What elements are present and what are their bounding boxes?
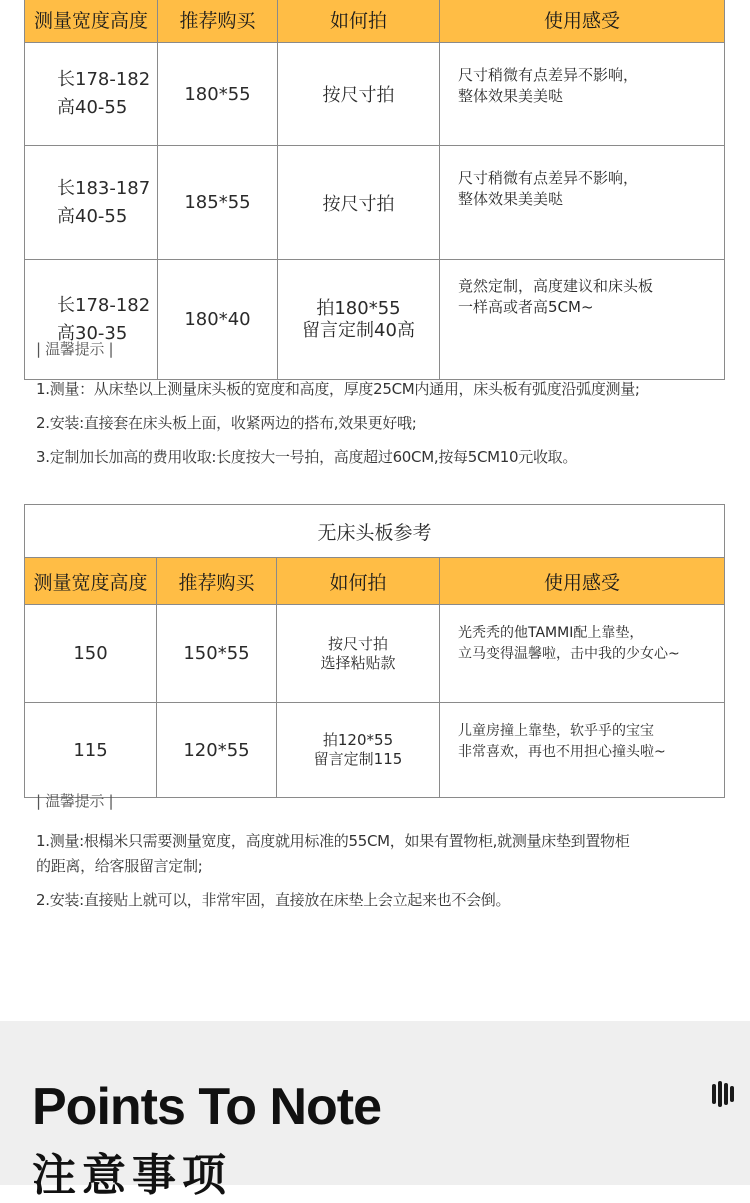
tip-item: 2.安装:直接套在床头板上面，收紧两边的搭布,效果更好哦; bbox=[36, 414, 417, 432]
feel-line: 尺寸稍微有点差异不影响， bbox=[458, 169, 639, 187]
tip-item: 的距离，给客服留言定制; bbox=[36, 857, 203, 875]
table-row bbox=[25, 43, 725, 146]
table-header-row bbox=[25, 558, 725, 605]
how-text: 留言定制40高 bbox=[302, 319, 415, 341]
tip-item: 1.测量:根榻米只需要测量宽度，高度就用标准的55CM，如果有置物柜,就测量床垫到置物柜 bbox=[36, 832, 630, 850]
how-text: 拍180*55 bbox=[316, 297, 401, 319]
feel-cell bbox=[440, 605, 725, 703]
feel-line: 整体效果美美哒 bbox=[458, 87, 564, 105]
buy-cell: 120*55 bbox=[157, 703, 277, 798]
col-header-measure: 测量宽度高度 bbox=[25, 0, 158, 43]
col-header-buy: 推荐购买 bbox=[158, 0, 278, 43]
tip-item: 2.安装:直接贴上就可以，非常牢固，直接放在床垫上会立起来也不会倒。 bbox=[36, 891, 511, 909]
feel-line: 尺寸稍微有点差异不影响， bbox=[458, 66, 639, 84]
table-title: 无床头板参考 bbox=[25, 505, 725, 558]
feel-line: 竟然定制，高度建议和床头板 bbox=[458, 277, 654, 295]
col-header-feel: 使用感受 bbox=[440, 558, 725, 605]
headboard-size-table bbox=[24, 0, 725, 380]
measure-cell: 115 bbox=[25, 703, 157, 798]
measure-length: 长178-182 bbox=[57, 294, 151, 316]
col-header-measure: 测量宽度高度 bbox=[25, 558, 157, 605]
col-header-feel: 使用感受 bbox=[440, 0, 725, 43]
measure-height: 高40-55 bbox=[57, 205, 128, 227]
warm-tips-section bbox=[36, 790, 726, 922]
feel-cell bbox=[440, 43, 725, 146]
how-text: 留言定制115 bbox=[313, 750, 403, 768]
measure-cell bbox=[25, 146, 158, 260]
table-row bbox=[25, 146, 725, 260]
tip-item: 3.定制加长加高的费用收取:长度按大一号拍，高度超过60CM,按每5CM10元收取。 bbox=[36, 448, 578, 466]
buy-cell: 180*40 bbox=[158, 260, 278, 380]
no-headboard-table bbox=[24, 504, 725, 798]
table-title-row bbox=[25, 505, 725, 558]
table-row bbox=[25, 703, 725, 798]
how-text: 按尺寸拍 bbox=[327, 634, 388, 653]
how-cell bbox=[278, 146, 440, 260]
measure-length: 长183-187 bbox=[57, 177, 151, 199]
buy-cell: 180*55 bbox=[158, 43, 278, 146]
buy-cell: 185*55 bbox=[158, 146, 278, 260]
how-text: 按尺寸拍 bbox=[322, 193, 395, 215]
how-text: 选择粘贴款 bbox=[320, 653, 396, 672]
feel-line: 整体效果美美哒 bbox=[458, 190, 564, 208]
feel-cell bbox=[440, 146, 725, 260]
buy-cell: 150*55 bbox=[157, 605, 277, 703]
col-header-buy: 推荐购买 bbox=[157, 558, 277, 605]
feel-line: 非常喜欢，再也不用担心撞头啦~ bbox=[458, 744, 666, 760]
measure-height: 高40-55 bbox=[57, 97, 128, 118]
feel-line: 立马变得温馨啦，击中我的少女心~ bbox=[458, 646, 680, 662]
tip-item: 1.测量：从床垫以上测量床头板的宽度和高度，厚度25CM内通用，床头板有弧度沿弧度测量; bbox=[36, 380, 640, 398]
table-header-row bbox=[25, 0, 725, 43]
measure-cell bbox=[25, 43, 158, 146]
measure-height: 高30-35 bbox=[57, 322, 128, 344]
table-row bbox=[25, 605, 725, 703]
how-text: 按尺寸拍 bbox=[322, 85, 395, 106]
how-cell bbox=[278, 43, 440, 146]
measure-cell: 150 bbox=[25, 605, 157, 703]
tips-heading: | 温馨提示 | bbox=[36, 340, 114, 358]
section-title-en: Points To Note bbox=[32, 1078, 382, 1136]
how-cell bbox=[277, 605, 440, 703]
feel-line: 儿童房撞上靠垫，软乎乎的宝宝 bbox=[458, 723, 654, 739]
how-text: 拍120*55 bbox=[322, 731, 394, 749]
feel-line: 光秃秃的他TAMMI配上靠垫， bbox=[458, 625, 644, 641]
feel-cell bbox=[440, 703, 725, 798]
section-title-cn: 注意事项 bbox=[32, 1150, 232, 1201]
warm-tips-section bbox=[36, 338, 726, 479]
col-header-how: 如何拍 bbox=[277, 558, 440, 605]
how-cell bbox=[277, 703, 440, 798]
points-to-note-banner bbox=[0, 1021, 750, 1201]
feel-line: 一样高或者高5CM~ bbox=[458, 298, 594, 316]
col-header-how: 如何拍 bbox=[278, 0, 440, 43]
measure-length: 长178-182 bbox=[57, 69, 151, 90]
sound-bars-icon bbox=[712, 1081, 734, 1107]
tips-heading: | 温馨提示 | bbox=[36, 792, 114, 810]
